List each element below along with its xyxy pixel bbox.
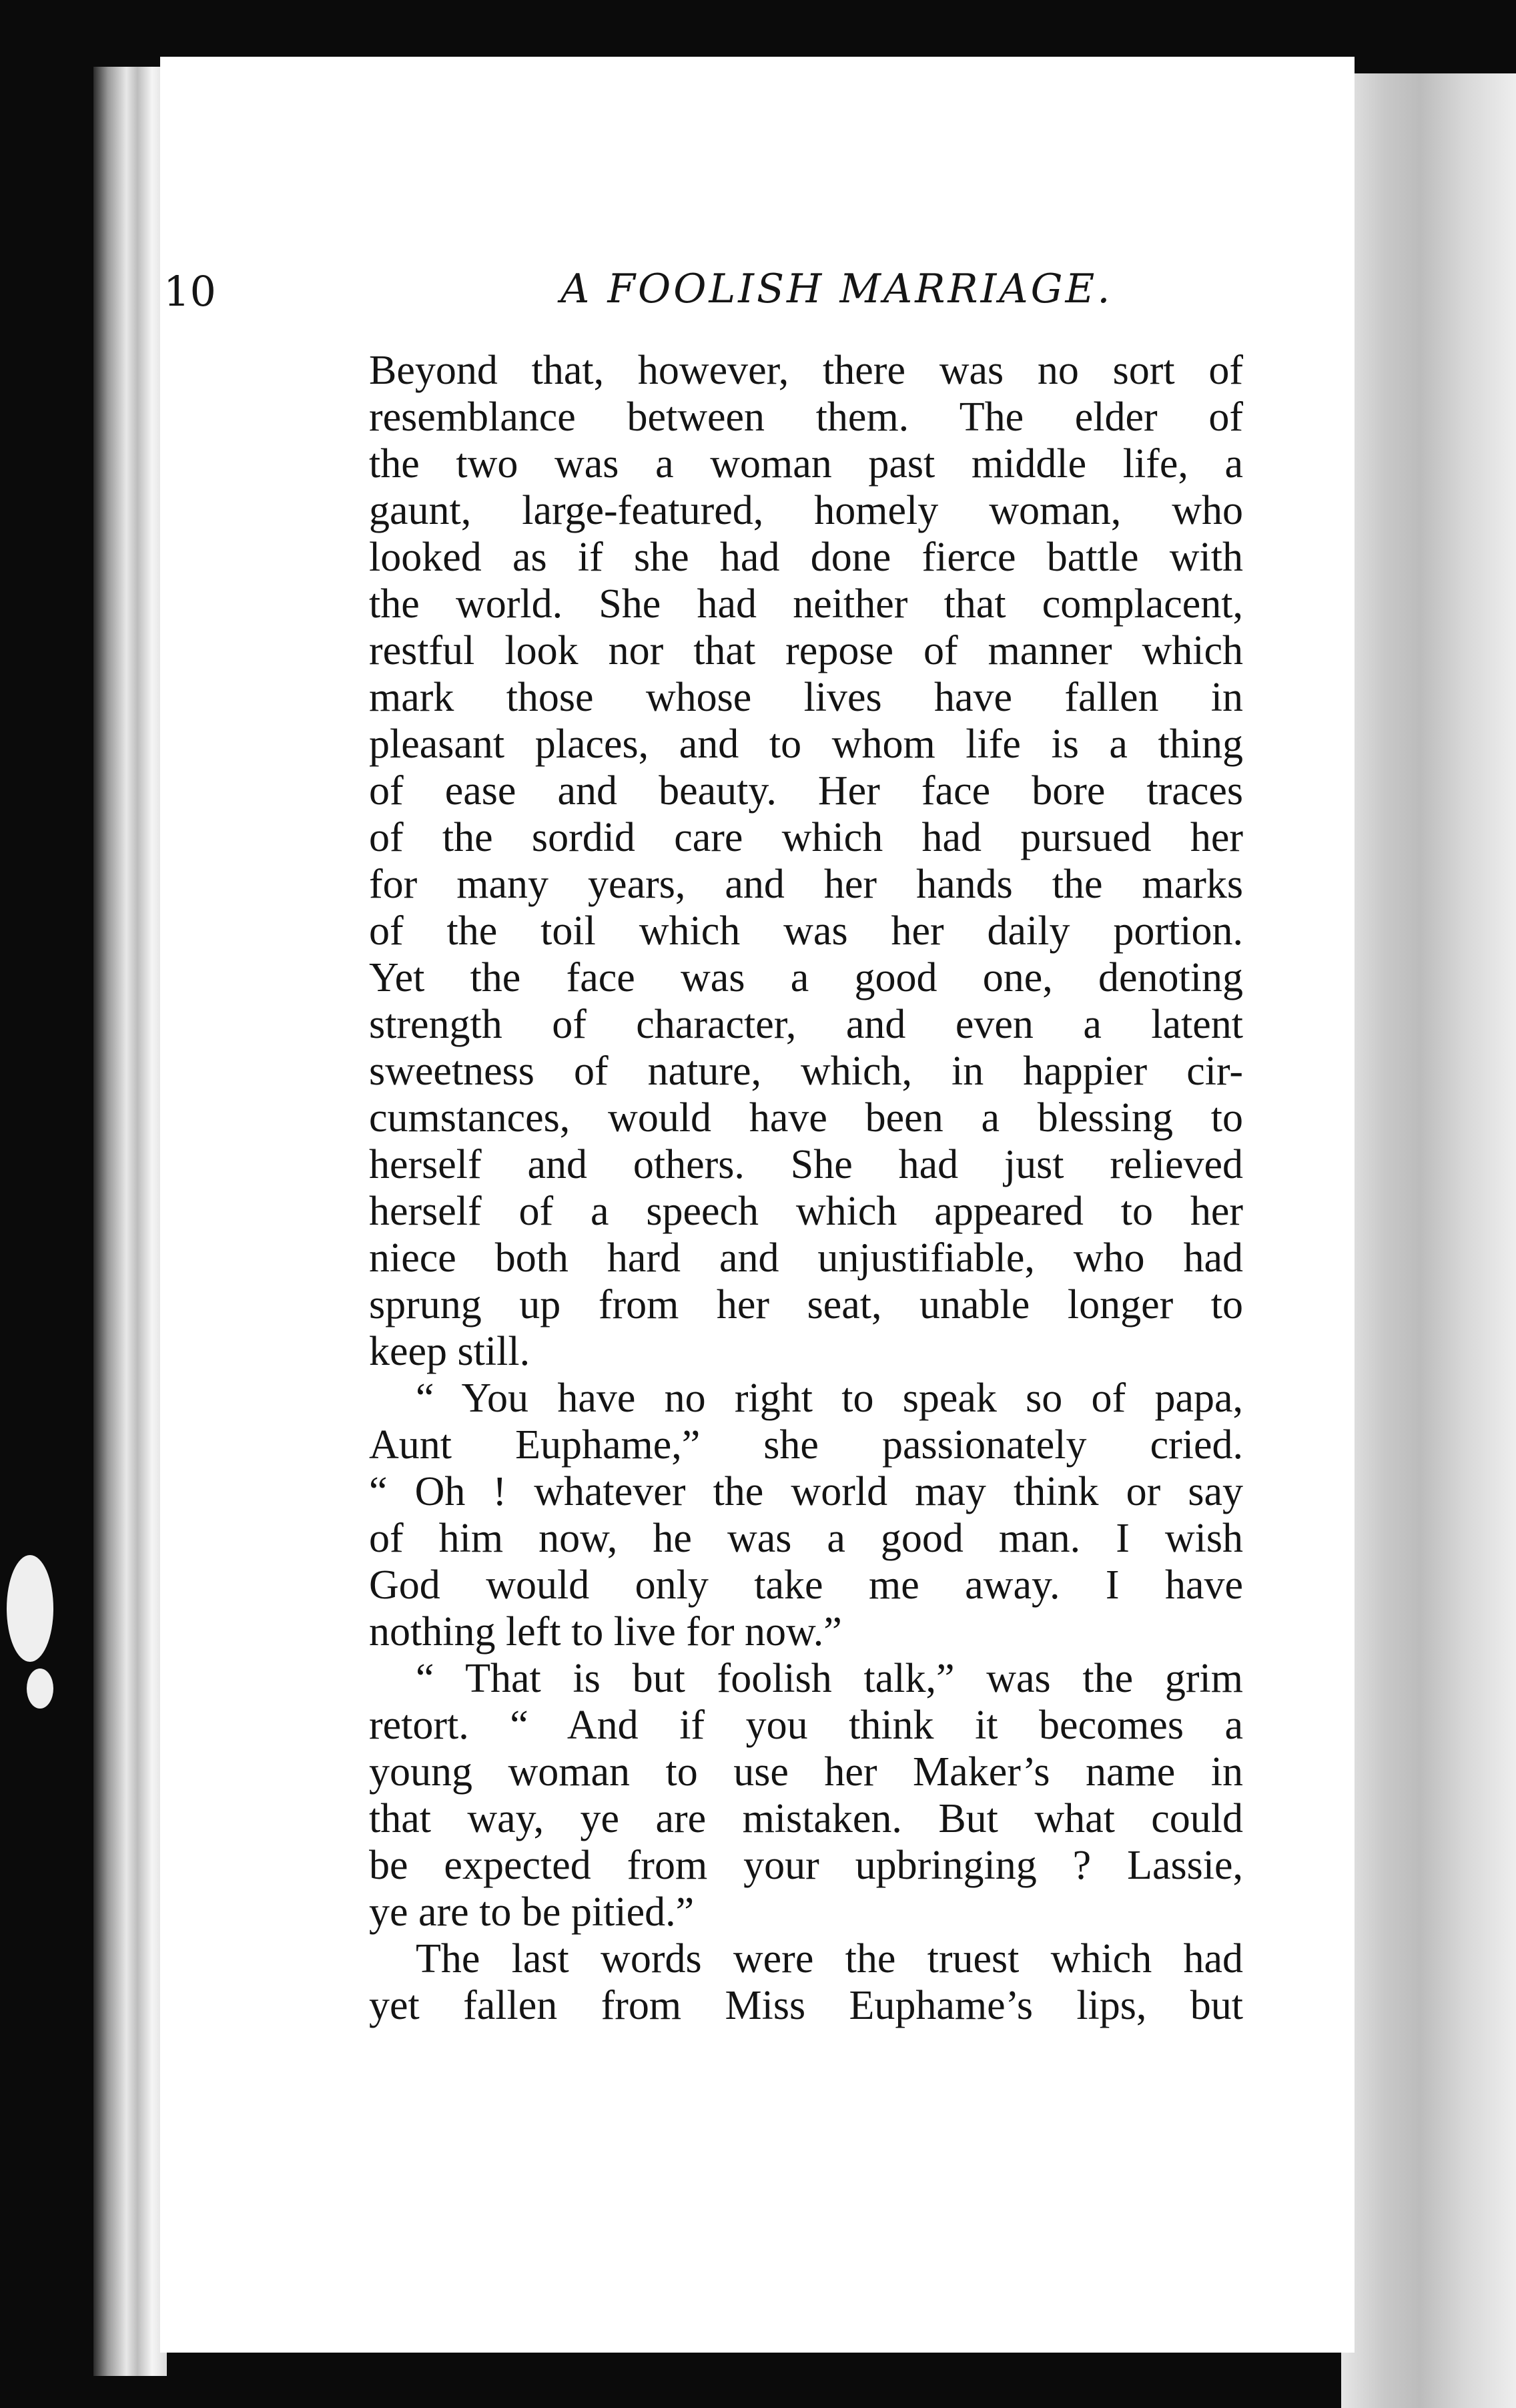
text-line: of the toil which was her daily portion. [369, 908, 1243, 954]
text-line: resemblance between them. The elder of [369, 394, 1243, 440]
text-line: of him now, he was a good man. I wish [369, 1516, 1243, 1561]
text-line: yet fallen from Miss Euphame’s lips, but [369, 1983, 1243, 2028]
text-line: herself of a speech which appeared to her [369, 1189, 1243, 1234]
scan-speck [27, 1669, 53, 1709]
text-line: sweetness of nature, which, in happier cir- [369, 1048, 1243, 1094]
text-line: God would only take me away. I have [369, 1562, 1243, 1608]
text-line: young woman to use her Maker’s name in [369, 1749, 1243, 1795]
text-line: the world. She had neither that complacent, [369, 581, 1243, 627]
page-fold-shadow [1341, 73, 1516, 2408]
text-line: retort. “ And if you think it becomes a [369, 1703, 1243, 1748]
text-line: “ You have no right to speak so of papa, [416, 1376, 1243, 1421]
text-line: Aunt Euphame,” she passionately cried. [369, 1422, 1243, 1468]
text-line: The last words were the truest which had [416, 1936, 1243, 1982]
text-line: pleasant places, and to whom life is a thing [369, 721, 1243, 767]
text-line: of ease and beauty. Her face bore traces [369, 768, 1243, 814]
text-line: strength of character, and even a latent [369, 1002, 1243, 1047]
text-line: nothing left to live for now.” [369, 1609, 842, 1654]
text-line: for many years, and her hands the marks [369, 862, 1243, 907]
text-line: gaunt, large-featured, homely woman, who [369, 488, 1243, 533]
text-line: “ Oh ! whatever the world may think or say [369, 1469, 1243, 1514]
text-line: sprung up from her seat, unable longer to [369, 1282, 1243, 1327]
body-text [369, 347, 1243, 2029]
text-line: “ That is but foolish talk,” was the grim [416, 1656, 1243, 1701]
running-title: A FOOLISH MARRIAGE. [560, 266, 1113, 312]
text-line: Yet the face was a good one, denoting [369, 955, 1243, 1000]
text-line: that way, ye are mistaken. But what could [369, 1796, 1243, 1841]
text-line: niece both hard and unjustifiable, who had [369, 1235, 1243, 1281]
text-line: restful look nor that repose of manner which [369, 628, 1243, 673]
text-line: Beyond that, however, there was no sort of [369, 348, 1243, 393]
scan-speck [7, 1555, 53, 1662]
text-line: cumstances, would have been a blessing to [369, 1095, 1243, 1141]
text-line: of the sordid care which had pursued her [369, 815, 1243, 860]
page-number: 10 [163, 267, 216, 316]
text-line: ye are to be pitied.” [369, 1889, 695, 1935]
text-line: mark those whose lives have fallen in [369, 675, 1243, 720]
text-line: herself and others. She had just relieved [369, 1142, 1243, 1187]
book-binding-edge [93, 67, 167, 2376]
text-line: keep still. [369, 1329, 530, 1374]
text-line: the two was a woman past middle life, a [369, 441, 1243, 487]
text-line: be expected from your upbringing ? Lassie, [369, 1843, 1243, 1888]
text-line: looked as if she had done fierce battle with [369, 535, 1243, 580]
